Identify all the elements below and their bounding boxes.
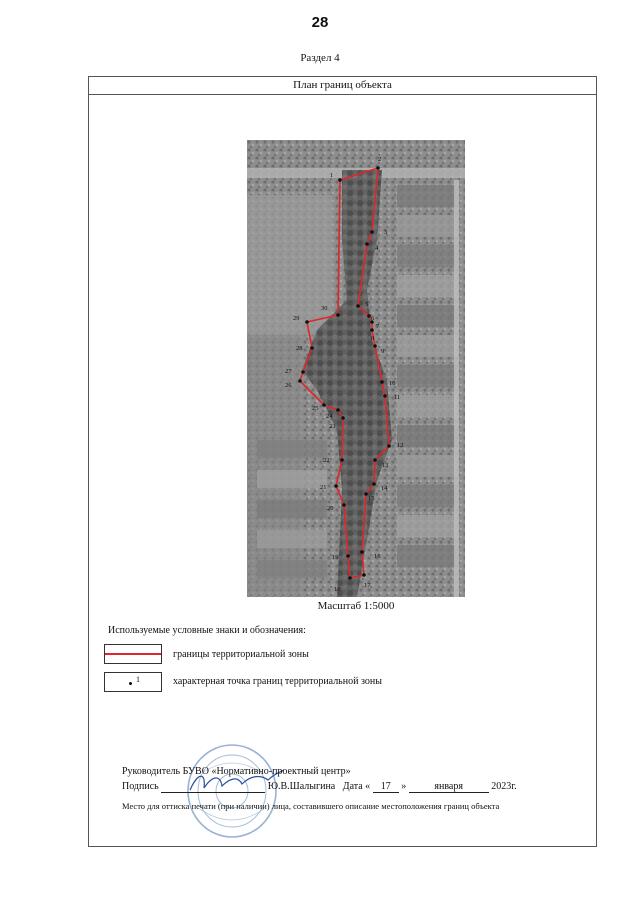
boundary-point	[373, 344, 377, 348]
boundary-point	[362, 573, 366, 577]
boundary-point	[322, 403, 326, 407]
boundary-point	[310, 346, 314, 350]
boundary-point	[346, 554, 350, 558]
boundary-map	[247, 140, 465, 597]
boundary-point	[298, 379, 302, 383]
map-field	[247, 335, 302, 595]
date-day: 17	[373, 781, 399, 793]
boundary-point	[383, 394, 387, 398]
point-label: 10	[389, 380, 396, 387]
point-label: 30	[321, 305, 328, 312]
boundary-point	[356, 304, 360, 308]
boundary-point	[370, 230, 374, 234]
legend-symbol-box	[104, 672, 162, 692]
boundary-point	[380, 380, 384, 384]
boundary-point	[336, 408, 340, 412]
boundary-point	[370, 328, 374, 332]
point-label: 18	[334, 586, 341, 593]
point-label: 16	[374, 553, 381, 560]
boundary-point	[365, 242, 369, 246]
map-field	[247, 195, 332, 335]
point-label: 21	[320, 484, 327, 491]
point-label: 26	[285, 382, 292, 389]
boundary-point	[376, 166, 380, 170]
legend-symbol-box	[104, 644, 162, 664]
signer-name: Ю.В.Шалыгина	[267, 781, 336, 792]
point-label: 19	[332, 554, 339, 561]
date-year: 2023г.	[491, 781, 517, 792]
point-label: 9	[381, 348, 385, 355]
signature-row	[122, 781, 517, 793]
point-label: 12	[397, 442, 404, 449]
boundary-point	[372, 482, 376, 486]
legend-point-label: 1	[136, 675, 140, 684]
point-label: 11	[394, 394, 401, 401]
point-label: 24	[326, 413, 333, 420]
legend-title: Используемые условные знаки и обозначения:	[108, 625, 306, 636]
point-label: 3	[384, 229, 388, 236]
date-label: Дата «	[342, 781, 371, 792]
point-label: 15	[368, 495, 375, 502]
point-label: 17	[364, 582, 371, 589]
boundary-point	[336, 313, 340, 317]
boundary-point	[340, 458, 344, 462]
point-label: 2	[378, 156, 382, 163]
point-label: 22	[323, 457, 330, 464]
point-label: 5	[365, 301, 369, 308]
point-label: 1	[330, 172, 334, 179]
boundary-point	[341, 416, 345, 420]
boundary-point	[338, 178, 342, 182]
boundary-point	[387, 444, 391, 448]
legend-label: характерная точка границ территориальной зоны	[173, 676, 382, 687]
boundary-point	[305, 320, 309, 324]
signature-line-1: Руководитель БУВО «Нормативно-проектный центр»	[122, 766, 351, 777]
sign-underline	[161, 781, 265, 793]
page-number: 28	[311, 14, 329, 31]
point-label: 23	[329, 423, 336, 430]
map-road	[454, 180, 459, 597]
point-label: 8	[371, 335, 375, 342]
boundary-point	[360, 550, 364, 554]
section-title: Раздел 4	[300, 52, 340, 64]
sign-label: Подпись	[122, 781, 159, 792]
point-label: 6	[371, 315, 375, 322]
stamp-footnote: Место для оттиска печати (при наличии) лица, составившего описание местоположения границ объекта	[122, 801, 500, 811]
frame-title: План границ объекта	[89, 77, 596, 95]
point-label: 25	[312, 405, 319, 412]
point-label: 13	[382, 462, 389, 469]
legend-point-icon	[129, 682, 132, 685]
boundary-point	[348, 576, 352, 580]
boundary-point	[373, 458, 377, 462]
point-label: 7	[376, 323, 380, 330]
date-mid: »	[401, 781, 407, 792]
point-label: 14	[381, 485, 388, 492]
boundary-point	[301, 370, 305, 374]
point-label: 4	[375, 245, 379, 252]
legend-label: границы территориальной зоны	[173, 649, 309, 660]
boundary-point	[342, 503, 346, 507]
point-label: 29	[293, 315, 300, 322]
point-label: 27	[285, 368, 292, 375]
legend-red-line	[105, 653, 161, 655]
point-label: 20	[327, 505, 334, 512]
map-scale: Масштаб 1:5000	[317, 600, 395, 612]
point-label: 28	[296, 345, 303, 352]
boundary-point	[334, 484, 338, 488]
date-month: января	[409, 781, 489, 793]
